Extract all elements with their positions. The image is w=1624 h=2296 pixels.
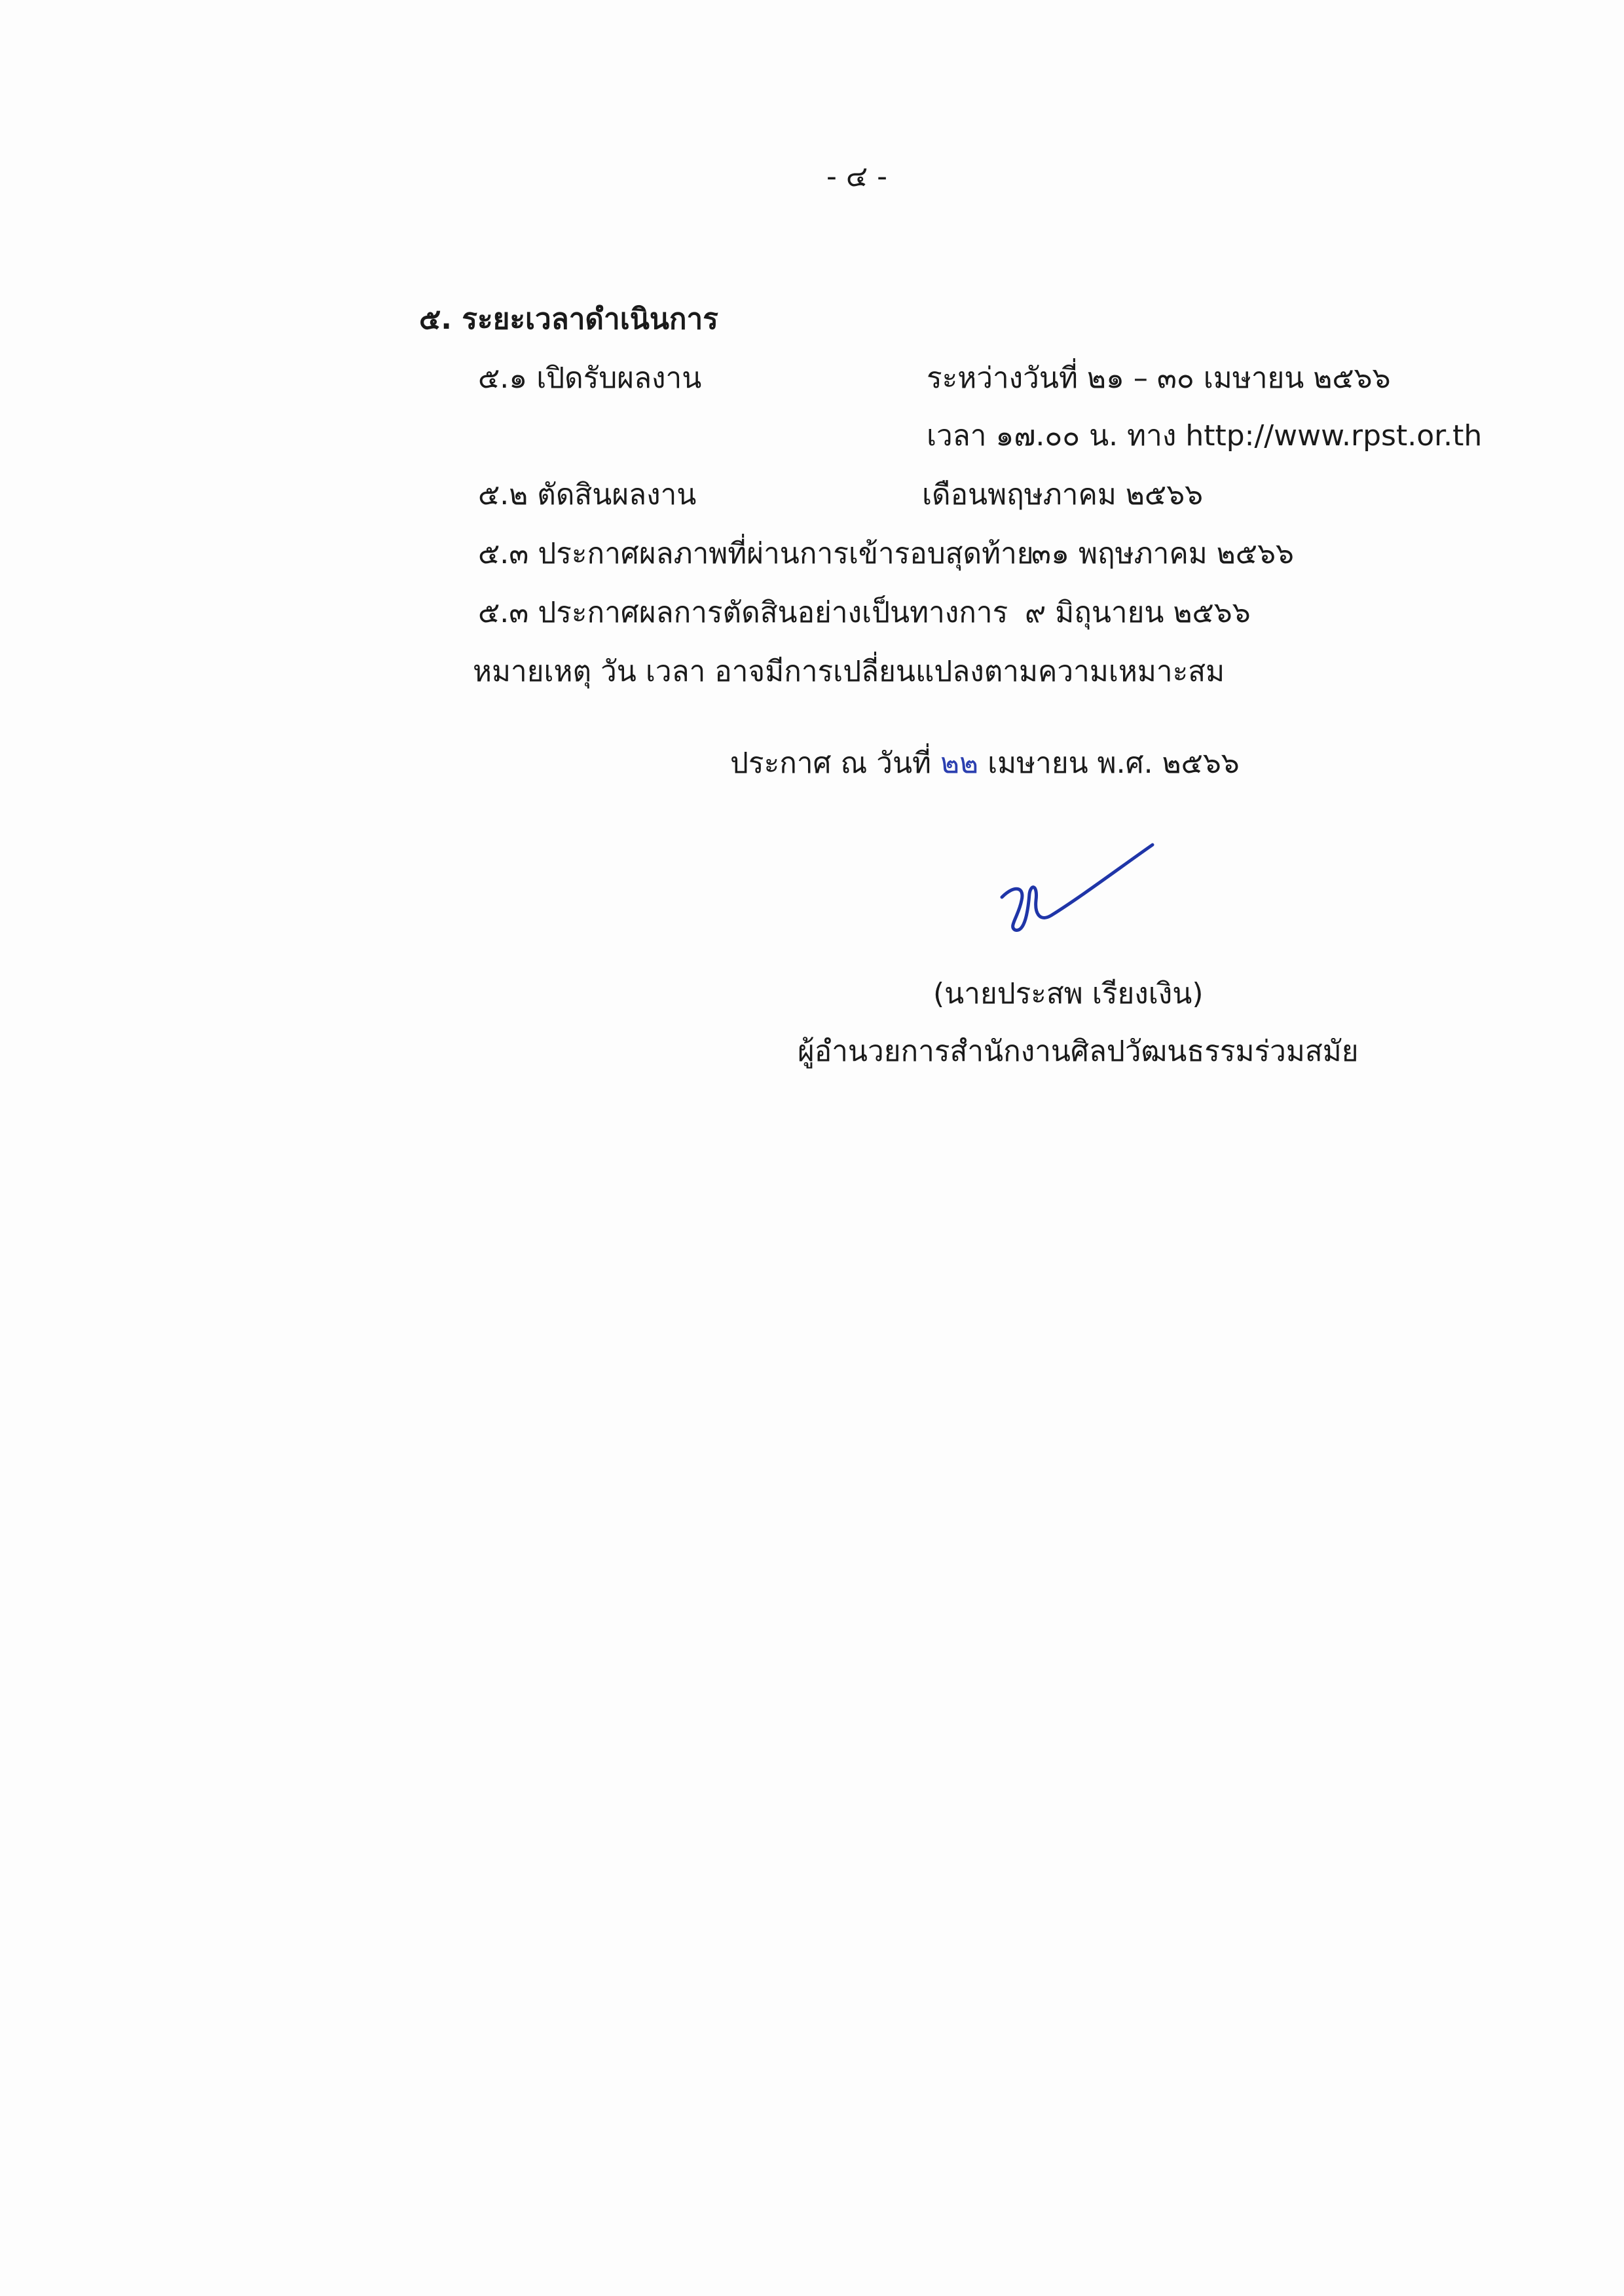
signature-stroke [1002, 845, 1153, 930]
item-1-label: ๕.๑ เปิดรับผลงาน [478, 361, 702, 395]
announcement-suffix: เมษายน พ.ศ. ๒๕๖๖ [987, 747, 1240, 780]
item-1-value-line2: เวลา ๑๗.๐๐ น. ทาง http://www.rpst.or.th [927, 419, 1483, 453]
item-2-value: เดือนพฤษภาคม ๒๕๖๖ [922, 478, 1204, 511]
section-heading: ๕. ระยะเวลาดำเนินการ [419, 303, 718, 336]
signatory-name: (นายประสพ เรียงเงิน) [933, 977, 1204, 1010]
item-4-value: ๙ มิถุนายน ๒๕๖๖ [1025, 596, 1251, 629]
signatory-position: ผู้อำนวยการสำนักงานศิลปวัฒนธรรมร่วมสมัย [798, 1035, 1359, 1068]
item-4-label: ๕.๓ ประกาศผลการตัดสินอย่างเป็นทางการ [478, 596, 1008, 629]
page-number: - ๔ - [826, 160, 888, 193]
item-3-value: ๓๑ พฤษภาคม ๒๕๖๖ [1031, 537, 1294, 570]
note: หมายเหตุ วัน เวลา อาจมีการเปลี่ยนแปลงตามความเหมาะสม [473, 655, 1225, 688]
announcement-prefix: ประกาศ ณ วันที่ [730, 747, 932, 780]
item-2-label: ๕.๒ ตัดสินผลงาน [478, 478, 697, 511]
item-3-label: ๕.๓ ประกาศผลภาพที่ผ่านการเข้ารอบสุดท้าย [478, 537, 1034, 570]
announcement-line [730, 744, 1240, 783]
item-1-value: ระหว่างวันที่ ๒๑ – ๓๐ เมษายน ๒๕๖๖ [927, 361, 1391, 395]
announcement-day: ๒๒ [940, 747, 979, 780]
signature-image [989, 838, 1159, 936]
